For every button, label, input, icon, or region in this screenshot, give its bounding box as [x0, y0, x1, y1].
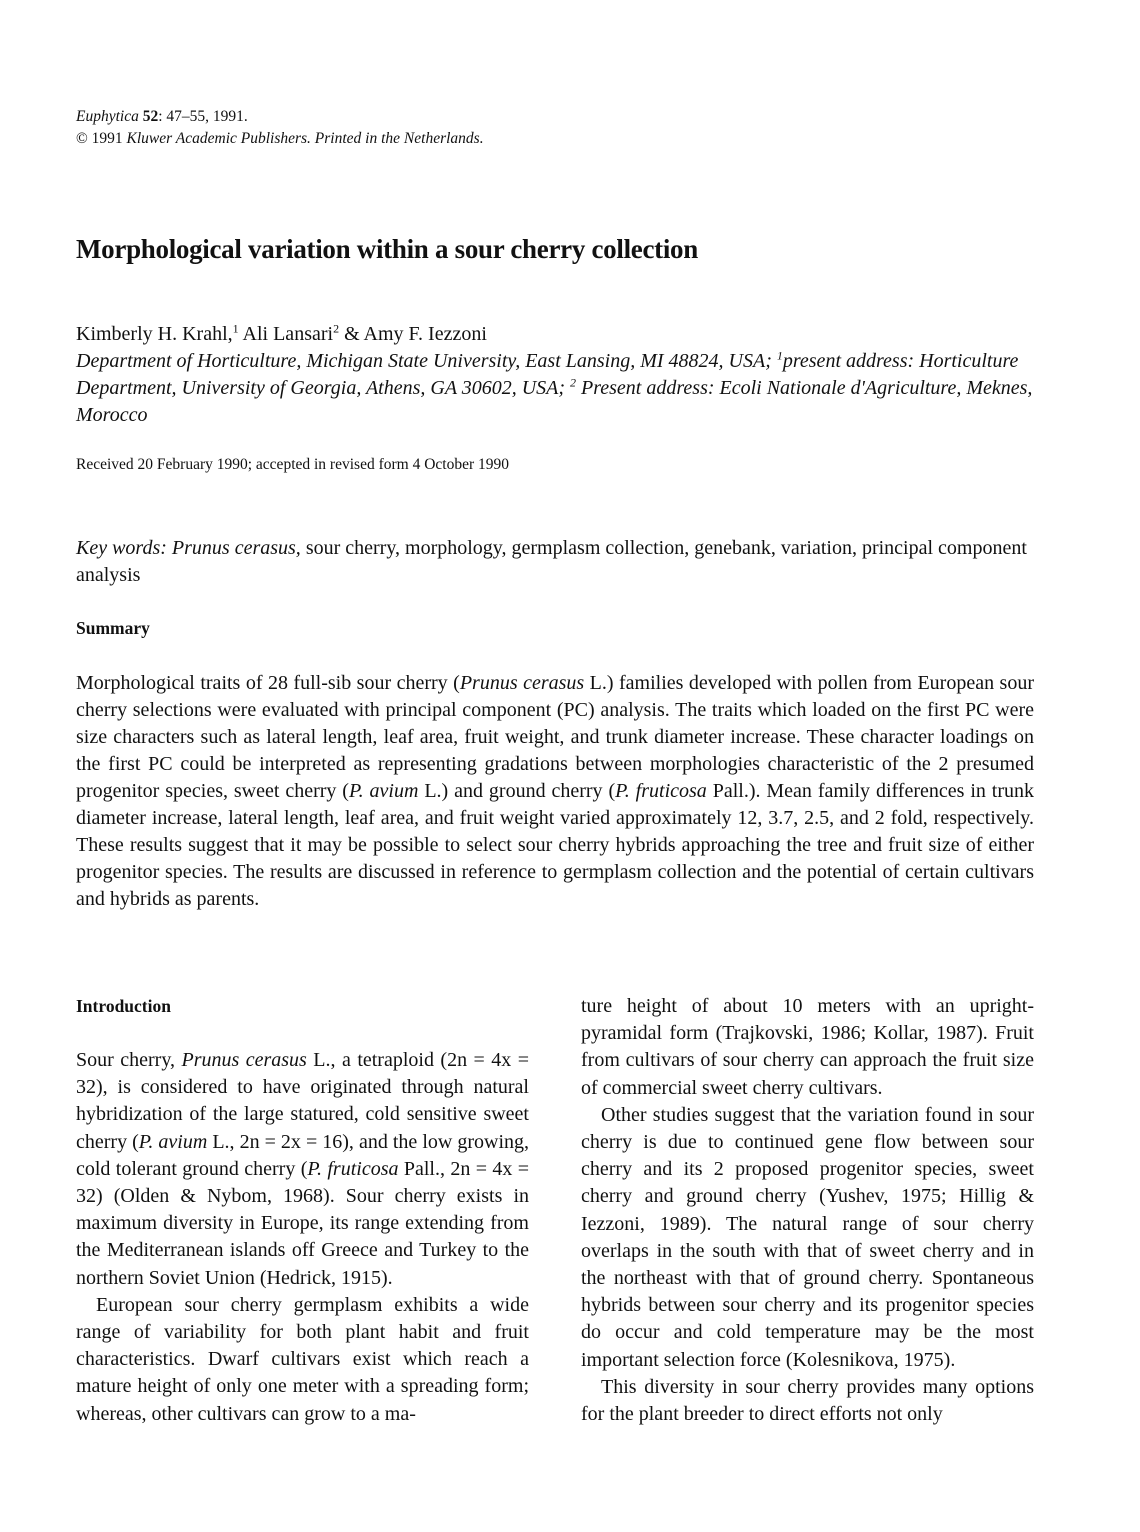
- copyright-line: [76, 128, 484, 150]
- p1-i3: P. fruticosa: [307, 1157, 399, 1180]
- summary-t1: Morphological traits of 28 full-sib sour cherry (: [76, 672, 460, 694]
- intro-paragraph-1: [76, 1047, 529, 1292]
- citation-line: [76, 106, 484, 128]
- intro-paragraph-5: This diversity in sour cherry provides many options for the plant breeder to direct efforts not only: [581, 1375, 1034, 1426]
- summary-t3: L.) and ground cherry (: [418, 780, 616, 802]
- body-column-right: [581, 993, 1034, 1428]
- keywords: [76, 535, 1038, 589]
- p1-t3: L., 2n = 2x = 16), and the low growing, cold tolerant ground cherry (: [76, 1130, 530, 1180]
- body-column-left: [76, 1047, 529, 1428]
- affiliation: [76, 348, 1036, 429]
- copyright-year: 1991: [91, 130, 123, 147]
- summary-i2: P. avium: [348, 780, 419, 802]
- p1-i2: P. avium: [138, 1130, 208, 1153]
- keywords-text: sour cherry, morphology, germplasm collection, genebank, variation, principal component analysis: [76, 537, 1027, 586]
- copyright-symbol: ©: [76, 130, 88, 147]
- journal-citation: [76, 106, 484, 150]
- summary-t4: Pall.). Mean family differences in trunk diameter increase, lateral length, leaf area, and fruit weight varied approximately 12, 3.7, 2.5, and 2 fold, respectively. These results suggest that it may be possible to select sour cherry hybrids approaching the tree and fruit size of either progenitor species. The results are discussed in reference to germplasm collection and the potential of certain cultivars and hybrids as parents.: [76, 780, 1035, 910]
- author-2-sup: 2: [333, 321, 340, 336]
- journal-volume: 52: [142, 108, 159, 125]
- author-3: & Amy F. Iezzoni: [339, 323, 487, 345]
- intro-paragraph-4: Other studies suggest that the variation found in sour cherry is due to continued gene flow between sour cherry and its 2 proposed progenitor species, sweet cherry and ground cherry (Yushev, 1975; Hillig & Iezzoni, 1989). The natural range of sour cherry overlaps in the south with that of sweet cherry and in the northeast with that of ground cherry. Spontaneous hybrids between sour cherry and its progenitor species do occur and cold temperature may be the most important selection force (Kolesnikova, 1975).: [581, 1103, 1034, 1371]
- pages-year: : 47–55, 1991.: [158, 108, 248, 125]
- p1-t1: Sour cherry,: [76, 1049, 182, 1071]
- publisher: Kluwer Academic Publishers. Printed in the Netherlands.: [126, 130, 484, 147]
- keywords-label: Key words: Prunus cerasus,: [76, 537, 301, 559]
- summary-i3: P. fruticosa: [615, 780, 707, 802]
- affiliation-sup-1: 1: [776, 348, 783, 363]
- author-1: Kimberly H. Krahl,: [76, 323, 233, 345]
- summary-heading: Summary: [76, 618, 150, 638]
- affiliation-part-1: Department of Horticulture, Michigan State University, East Lansing, MI 48824, USA;: [76, 350, 777, 372]
- summary-t2: L.) families developed with pollen from European sour cherry selections were evaluated with principal component (PC) analysis. The traits which loaded on the first PC were size characters such as lateral length, leaf area, fruit weight, and trunk diameter increase. These character loadings on the first PC could be interpreted as representing gradations between morphologies characteristic of the 2 presumed progenitor species, sweet cherry (: [76, 672, 1034, 802]
- p1-i1: Prunus cerasus: [181, 1049, 307, 1071]
- journal-name: Euphytica: [76, 108, 139, 125]
- affiliation-sup-2: 2: [570, 375, 577, 390]
- summary-text: [76, 670, 1034, 913]
- introduction-heading: Introduction: [76, 996, 171, 1016]
- author-1-sup: 1: [232, 321, 239, 336]
- intro-paragraph-3: ture height of about 10 meters with an upright-pyramidal form (Trajkovski, 1986; Kollar, 1987). Fruit from cultivars of sour cherry can approach the fruit size of commercial sweet cherry cultivars.: [581, 995, 1034, 1099]
- paper-title: Morphological variation within a sour cherry collection: [76, 234, 698, 264]
- p1-t4: Pall., 2n = 4x = 32) (Olden & Nybom, 1968). Sour cherry exists in maximum diversity in Europe, its range extending from the Mediterranean islands off Greece and Turkey to the northern Soviet Union (Hedrick, 1915).: [76, 1157, 529, 1289]
- summary-i1: Prunus cerasus: [459, 672, 585, 694]
- received-date: Received 20 February 1990; accepted in revised form 4 October 1990: [76, 456, 509, 473]
- p1-t2: L., a tetraploid (2n = 4x = 32), is considered to have originated through natural hybridization of the large statured, cold sensitive sweet cherry (: [76, 1049, 530, 1153]
- affiliation-part-3: Present address: Ecoli Nationale d'Agriculture, Meknes, Morocco: [76, 377, 1033, 426]
- intro-paragraph-2: European sour cherry germplasm exhibits a wide range of variability for both plant habit and fruit characteristics. Dwarf cultivars exist which reach a mature height of only one meter with a spreading form; whereas, other cultivars can grow to a ma-: [76, 1293, 529, 1425]
- author-2: Ali Lansari: [238, 323, 334, 345]
- affiliation-part-2: present address: Horticulture Department, University of Georgia, Athens, GA 30602, USA;: [76, 350, 1019, 399]
- author-list: [76, 321, 487, 347]
